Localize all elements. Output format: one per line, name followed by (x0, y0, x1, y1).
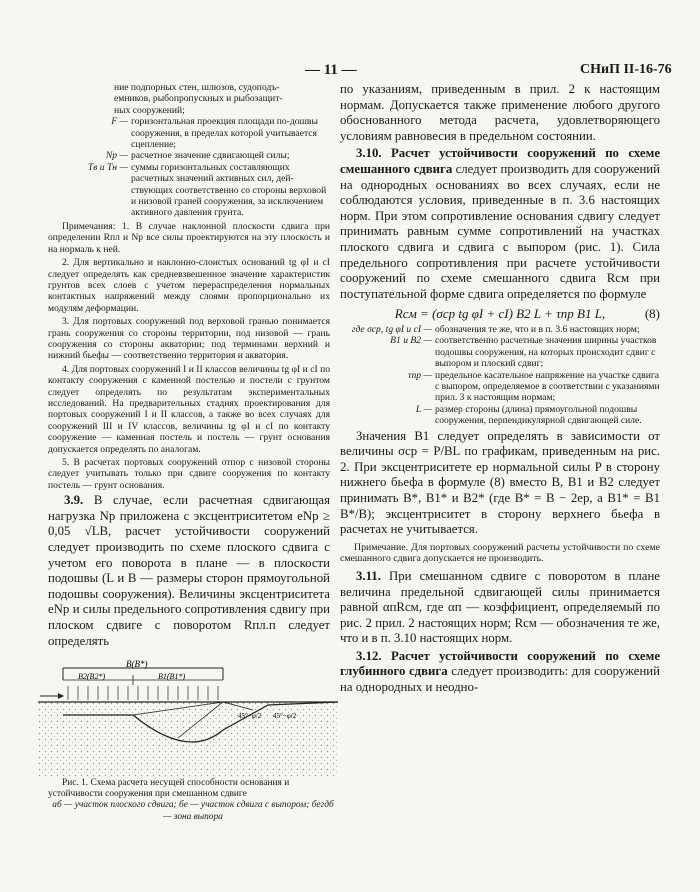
paragraph-values: Значения B1 следует определять в зависимости от величины σср = P/BL по графикам, приведенным на рис. 2. При эксцентриситете eр нормальной силы P в сторону нижнего бьефа в формуле (8) вместо B, B1 и B2 следует принимать B*, B1* и B2* (где B* = B − 2eр, а B1* = B1 B*/B); эксцентриситет в сторону верхнего бьефа в расчетах не учитывается. (340, 428, 660, 537)
figure-1-diagram (38, 660, 338, 778)
note-3: 3. Для портовых сооружений под верховой гранью понимается грань сооружения со стороны территории, под низовой — грань сооружения со стороны акватории; под терминами верхний и нижний бьефы — соответственно территория и акватория. (48, 316, 330, 362)
label-B1: B1(B1*) (158, 672, 186, 681)
formula-8: Rсм = (σср tg φI + cI) B2 L + τпр B1 L, (8) (394, 306, 660, 322)
paragraph-3-9: 3.9. В случае, если расчетная сдвигающая нагрузка Nр приложена с эксцентриситетом eNр ≥ 0,05 √LB, расчет устойчивости сооружений следует производить по схеме плоского сдвига с учетом его поворота в плане — в плоскости подошвы (L и B — размеры сторон прямоугольной подошвы сооружения). Величины эксцентриситета eNр и силы предельного сопротивления сдвигу при плоском сдвиге с поворотом Rпл.п следует определять (48, 493, 330, 648)
figure-caption: Рис. 1. Схема расчета несущей способности основания и устойчивости сооружения при смешанном сдвиге аб — участок плоского сдвига; бе — участок сдвига с выпором; бегдб — зона выпора (48, 778, 334, 822)
right-column (340, 82, 660, 696)
paragraph-3-12: 3.12. Расчет устойчивости сооружений по схеме глубинного сдвига следует производить: для сооружений на однородных и неодно- (340, 648, 660, 695)
note-2: 2. Для вертикально и наклонно-слоистых оснований tg φI и cI следует определять как средневзвешенное значение характеристик грунтов всех слоев с учетом перераспределения нормальных контактных напряжений между слоями пропорционально их модулям деформации. (48, 257, 330, 314)
note-4: 4. Для портовых сооружений I и II классов величины tg φI и cI по контакту сооружения с каменной постелью и постели с грунтом следует определять по результатам экспериментальных исследований. На предварительных стадиях проектирования для портовых сооружений I и II классов, а также во всех случаях для сооружений III и IV классов, величины tg φI и cI по контакту сооружение — каменная постель и постель — грунт основания допускается определять по аналогам. (48, 363, 330, 455)
note-1: Примечания: 1. В случае наклонной плоскости сдвига при определении Rпл и Nр все силы проектируются на эту плоскость и на нормаль к ней. (48, 220, 330, 255)
left-column (48, 82, 330, 649)
page-number: — 11 — (305, 62, 357, 78)
document-code: СНиП II-16-76 (580, 62, 672, 77)
svg-text:45°−φ/2: 45°−φ/2 (273, 712, 297, 720)
formula-definitions: где σср, tg φI и cI — обозначения те же, что и в п. 3.6 настоящих норм; B1 и B2 — соответственно расчетные значения ширины участков подошвы сооружения, на которых происходит сдвиг с выпором и плоский сдвиг; τпр — предельное касательное напряжение на участке сдвига с выпором, определяемое в соответствии с указаниями прил. 3 к настоящим нормам; L — размер стороны (длина) прямоугольной подошвы сооружения, перпендикулярной сдвигающей силе. (351, 323, 660, 427)
svg-text:45°−φ/2: 45°−φ/2 (238, 712, 262, 720)
intro-text: ние подпорных стен, шлюзов, судоподъ- емников, рыбопропускных и рыбозащит- ных сооружений; (114, 82, 283, 116)
label-B: B(B*) (126, 660, 148, 669)
paragraph-3-10: 3.10. Расчет устойчивости сооружений по схеме смешанного сдвига следует производить для сооружений на однородных основаниях во всех случаях, если не соблюдаются условия, приведенные в п. 3.6 настоящих норм. При этом сопротивление основания сдвигу следует принимать равным сумме сопротивлений на участках плоского сдвига и сдвига с выпором (рис. 1). Сила предельного сопротивления при расчете устойчивости сооружений по схеме смешанного сдвига Rсм при поступательной форме сдвига определяется по формуле (340, 146, 661, 301)
paragraph-3-11: 3.11. При смешанном сдвиге с поворотом в плане величина предельной сдвигающей силы принимается равной αпRсм, где αп — коэффициент, определяемый по рис. 2 прил. 2 настоящих норм; Rсм — обозначения те же, что и в п. 3.10 настоящих норм. (340, 568, 660, 646)
note-portal: Примечание. Для портовых сооружений расчеты устойчивости по схеме смешанного сдвига допускается не производить. (340, 541, 660, 565)
label-B2: B2(B2*) (78, 672, 106, 681)
paragraph-continued: по указаниям, приведенным в прил. 2 к настоящим нормам. Допускается также применение любого другого обоснованного метода расчета, удовлетворяющего условиям равновесия в предельном состоянии. (340, 82, 660, 143)
definition-Np: Nр — расчетное значение сдвигающей силы; (105, 150, 290, 162)
note-5: 5. В расчетах портовых сооружений отпор с низовой стороны следует учитывать только при сдвиге сооружения по контакту постель — грунт основания. (48, 457, 330, 491)
definition-F: F — горизонтальная проекция площади по-дошвы сооружения, в пределах которой учитывается сцепление; (111, 116, 318, 151)
definition-T: Tв и Tн — суммы горизонтальных составляющих расчетных значений активных сил, дей-ствующих соответственно со стороны верховой и низовой граней сооружения, за исключением активного давления грунта. (87, 161, 327, 219)
